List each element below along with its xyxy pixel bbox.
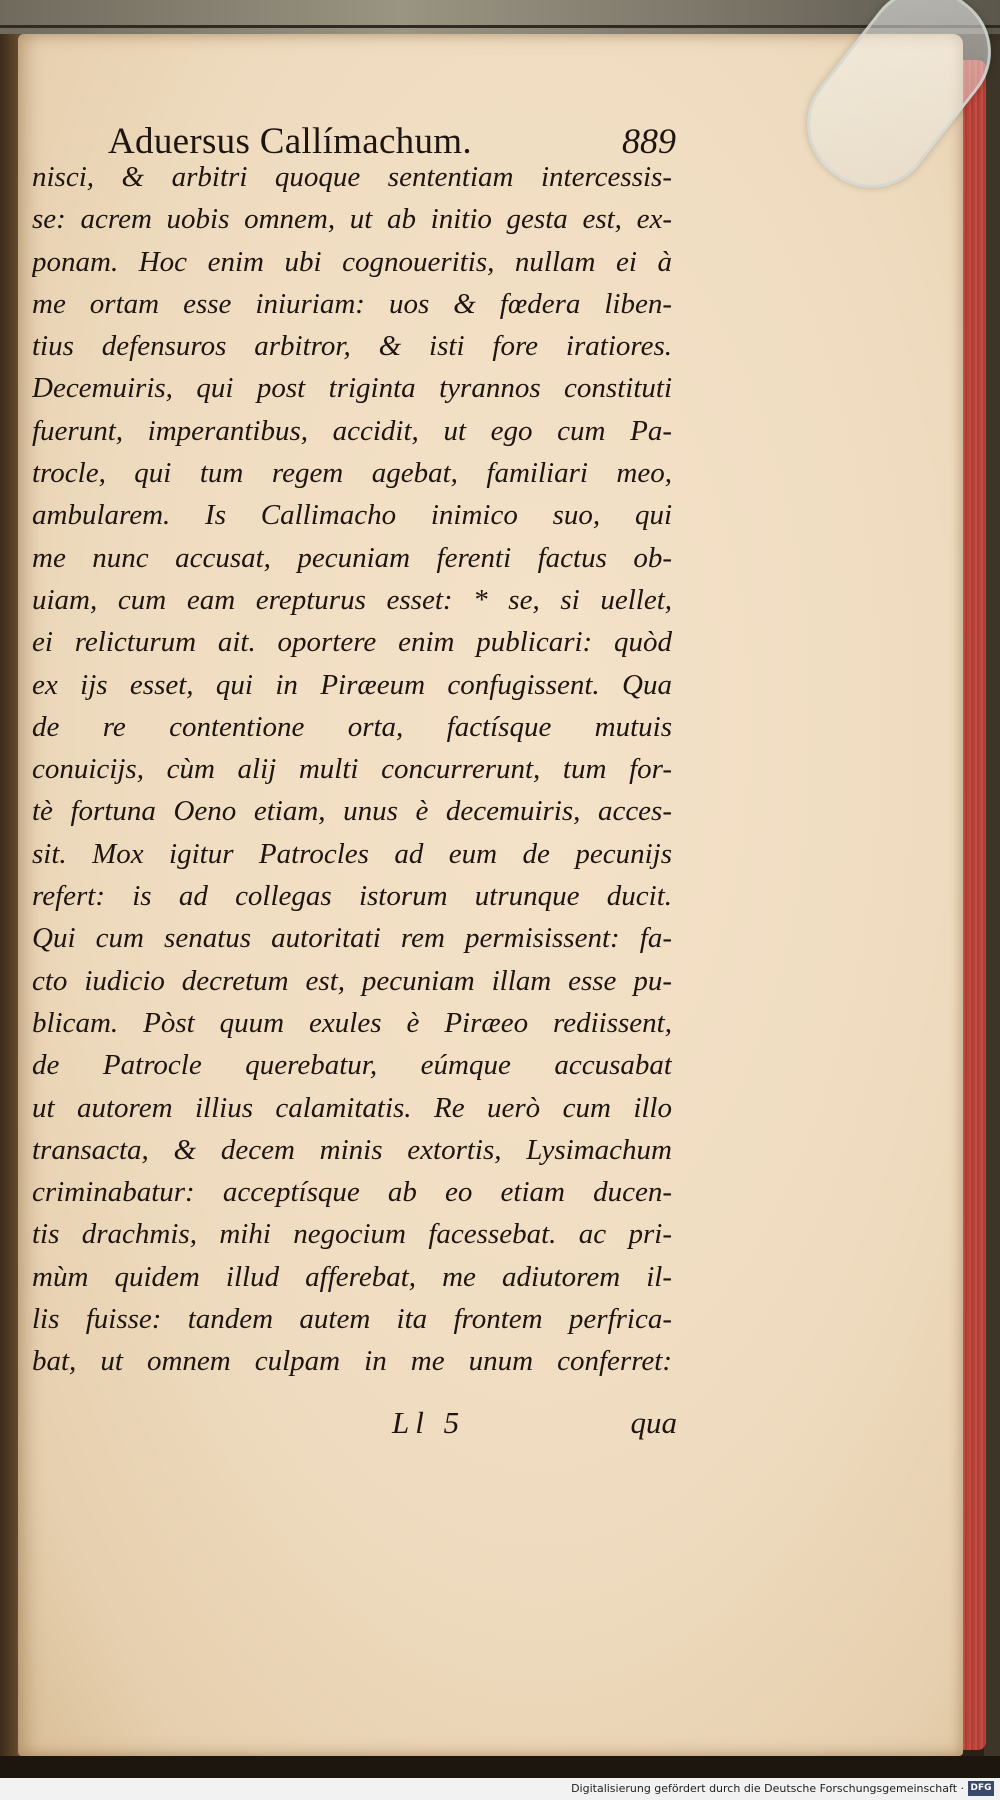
digitization-footer bbox=[0, 1778, 1000, 1800]
text-line: bat, ut omnem culpam in me unum conferret: bbox=[32, 1345, 672, 1378]
scanner-top-strip bbox=[0, 0, 1000, 34]
dfg-logo: DFG bbox=[968, 1781, 994, 1796]
text-line: Decemuiris, qui post triginta tyrannos constituti bbox=[32, 372, 672, 405]
text-line: conuicijs, cùm alij multi concurrerunt, tum for- bbox=[32, 753, 672, 786]
right-background bbox=[984, 40, 1000, 1770]
text-line: tè fortuna Oeno etiam, unus è decemuiris, acces- bbox=[32, 795, 672, 828]
text-line: de re contentione orta, factísque mutuis bbox=[32, 710, 672, 743]
top-strip-line bbox=[0, 25, 1000, 28]
text-line: Qui cum senatus autoritati rem permisissent: fa- bbox=[32, 922, 672, 955]
text-line: tius defensuros arbitror, & isti fore iratiores. bbox=[32, 330, 672, 363]
text-line: nisci, & arbitri quoque sententiam intercessis- bbox=[32, 161, 672, 193]
funding-note: Digitalisierung gefördert durch die Deutsche Forschungsgemeinschaft · bbox=[571, 1782, 964, 1795]
text-line: fuerunt, imperantibus, accidit, ut ego cum Pa- bbox=[32, 414, 672, 447]
text-line: tis drachmis, mihi negocium facessebat. ac pri- bbox=[32, 1218, 672, 1251]
text-line: de Patrocle querebatur, eúmque accusabat bbox=[32, 1049, 672, 1082]
text-line: transacta, & decem minis extortis, Lysimachum bbox=[32, 1133, 672, 1166]
text-line: ambularem. Is Callimacho inimico suo, qui bbox=[32, 499, 672, 532]
red-page-edges bbox=[962, 60, 986, 1750]
text-line: ut autorem illius calamitatis. Re uerò cum illo bbox=[32, 1091, 672, 1124]
text-line: ponam. Hoc enim ubi cognoueritis, nullam ei à bbox=[32, 245, 672, 278]
text-line: refert: is ad collegas istorum utrunque ducit. bbox=[32, 880, 672, 913]
body-text bbox=[32, 156, 672, 1383]
text-line: trocle, qui tum regem agebat, familiari meo, bbox=[32, 457, 672, 490]
page-number: 889 bbox=[622, 121, 676, 161]
text-line: blicam. Pòst quum exules è Piræeo rediissent, bbox=[32, 1006, 672, 1039]
text-line: ei relicturum ait. oportere enim publicari: quòd bbox=[32, 626, 672, 659]
text-line: criminabatur: acceptísque ab eo etiam ducen- bbox=[32, 1176, 672, 1209]
signature-mark: Ll 5 bbox=[392, 1405, 466, 1440]
text-line: cto iudicio decretum est, pecuniam illam esse pu- bbox=[32, 964, 672, 997]
text-line: me nunc accusat, pecuniam ferenti factus ob- bbox=[32, 541, 672, 574]
text-line: lis fuisse: tandem autem ita frontem perfrica- bbox=[32, 1303, 672, 1336]
text-line: ex ijs esset, qui in Piræeum confugissent. Qua bbox=[32, 668, 672, 701]
text-line: se: acrem uobis omnem, ut ab initio gesta est, ex- bbox=[32, 203, 672, 236]
text-line: me ortam esse iniuriam: uos & fœdera liben- bbox=[32, 287, 672, 320]
running-title: Aduersus Callímachum. bbox=[108, 121, 472, 162]
text-line: uiam, cum eam erepturus esset: * se, si uellet, bbox=[32, 583, 672, 616]
text-line: mùm quidem illud afferebat, me adiutorem il- bbox=[32, 1260, 672, 1293]
scan-bottom-band bbox=[0, 1756, 1000, 1778]
text-line: sit. Mox igitur Patrocles ad eum de pecunijs bbox=[32, 837, 672, 870]
catchword: qua bbox=[630, 1405, 677, 1440]
